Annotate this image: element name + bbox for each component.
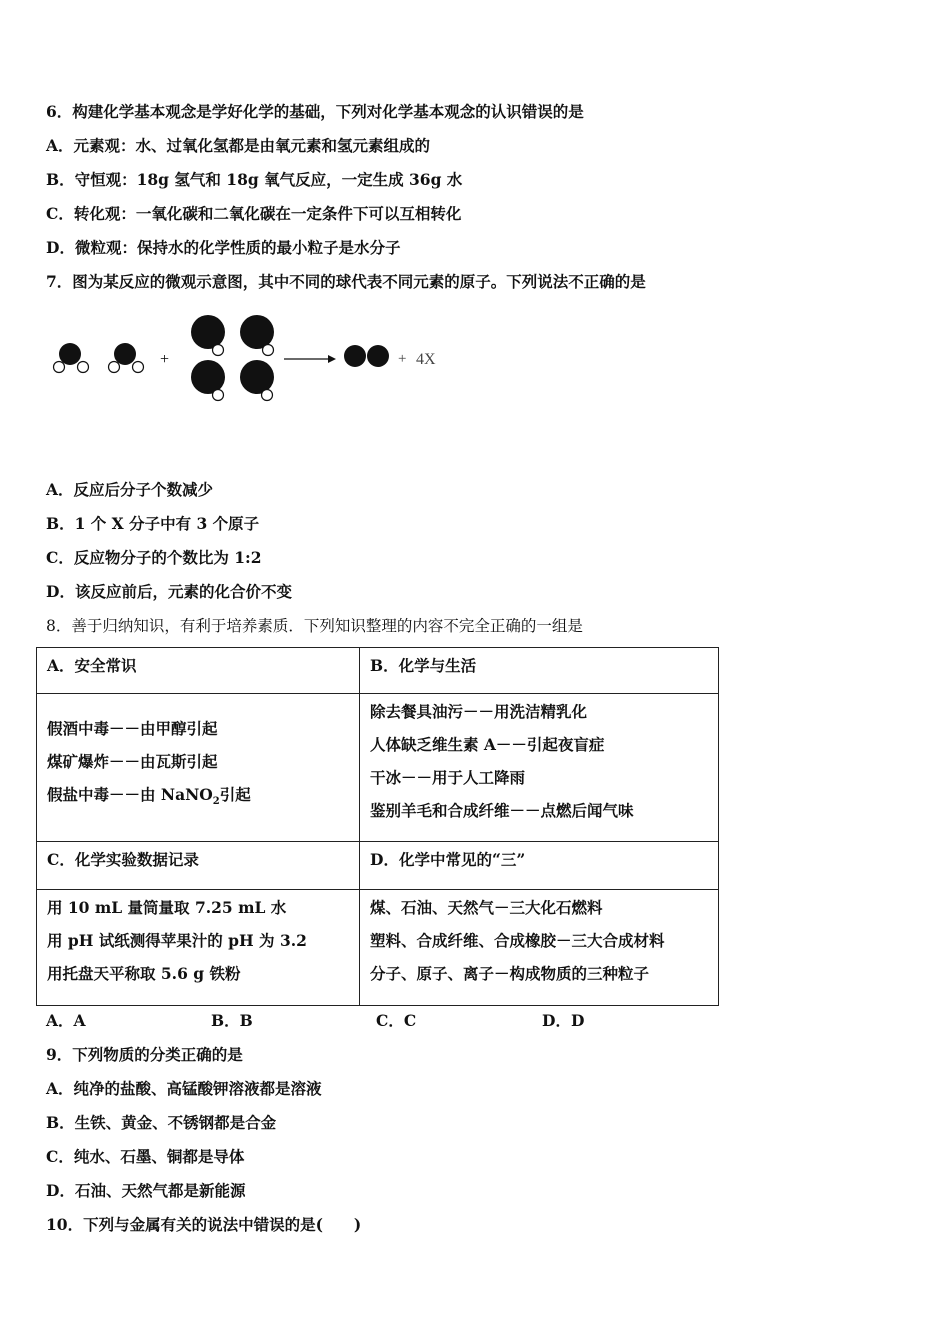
- cell-d-content: [360, 890, 719, 1006]
- q8-answer-d: D．D: [542, 1011, 585, 1030]
- reaction-diagram: [40, 305, 460, 415]
- cell-d-line-2: 塑料、合成纤维、合成橡胶－三大合成材料: [370, 931, 665, 950]
- product-molecule: [344, 345, 389, 367]
- cell-a-line-3-suffix: 引起: [219, 785, 251, 804]
- q7-stem: 7．图为某反应的微观示意图，其中不同的球代表不同元素的原子。下列说法不正确的是: [46, 272, 646, 291]
- q10-stem: 10．下列与金属有关的说法中错误的是( ): [46, 1215, 362, 1234]
- cell-b-line-3: 干冰－－用于人工降雨: [370, 768, 526, 787]
- cell-b-line-2: 人体缺乏维生素 A－－引起夜盲症: [370, 735, 605, 754]
- reactant-molecule-2: [109, 343, 144, 373]
- q8-stem: 8．善于归纳知识，有利于培养素质．下列知识整理的内容不完全正确的一组是: [46, 617, 583, 635]
- cell-d-header: D．化学中常见的“三”: [360, 842, 719, 890]
- cell-c-content: [37, 890, 360, 1006]
- reaction-arrow: [284, 355, 336, 363]
- q7-option-c: C．反应物分子的个数比为 1:2: [46, 548, 262, 567]
- reactant-b-molecule-1: [191, 315, 225, 356]
- q9-option-b: B．生铁、黄金、不锈钢都是合金: [46, 1113, 277, 1132]
- cell-b-line-4: 鉴别羊毛和合成纤维－－点燃后闻气味: [370, 801, 634, 820]
- q6-option-a: A．元素观：水、过氧化氢都是由氧元素和氢元素组成的: [46, 136, 431, 155]
- cell-b-line-1: 除去餐具油污－－用洗洁精乳化: [370, 702, 588, 721]
- reactant-plus: +: [160, 351, 170, 368]
- q6-option-b: B．守恒观：18g 氢气和 18g 氧气反应，一定生成 36g 水: [46, 170, 463, 189]
- q6-option-d: D．微粒观：保持水的化学性质的最小粒子是水分子: [46, 238, 401, 257]
- q8-answer-b: B．B: [211, 1011, 253, 1030]
- cell-a-line-3-sub: 2: [212, 796, 220, 808]
- q6-stem: 6．构建化学基本观念是学好化学的基础，下列对化学基本观念的认识错误的是: [46, 102, 584, 121]
- cell-d-line-3: 分子、原子、离子－构成物质的三种粒子: [370, 964, 650, 983]
- q8-answer-c: C．C: [376, 1011, 417, 1030]
- q7-option-a: A．反应后分子个数减少: [46, 480, 214, 499]
- q9-option-a: A．纯净的盐酸、高锰酸钾溶液都是溶液: [46, 1079, 322, 1098]
- cell-a-line-3: [47, 785, 349, 812]
- q7-option-b: B．1 个 X 分子中有 3 个原子: [46, 514, 260, 533]
- cell-c-line-3: 用托盘天平称取 5.6 g 铁粉: [47, 964, 241, 983]
- cell-a-line-2: 煤矿爆炸－－由瓦斯引起: [47, 752, 218, 771]
- cell-d-line-1: 煤、石油、天然气－三大化石燃料: [370, 898, 603, 917]
- reactant-molecule-1: [54, 343, 89, 373]
- reactant-b-molecule-3: [191, 360, 225, 401]
- cell-a-line-3-prefix: 假盐中毒－－由 NaNO: [47, 785, 213, 804]
- cell-b-content: [360, 694, 719, 842]
- q7-option-d: D．该反应前后，元素的化合价不变: [46, 582, 292, 601]
- product-plus: +: [398, 351, 407, 367]
- cell-a-content: [37, 694, 360, 842]
- cell-b-header: B．化学与生活: [360, 648, 719, 694]
- reactant-b-molecule-2: [240, 315, 274, 356]
- knowledge-table: [36, 647, 719, 1006]
- reactant-b-molecule-4: [240, 360, 274, 401]
- product-label: 4X: [416, 351, 436, 368]
- q9-stem: 9．下列物质的分类正确的是: [46, 1045, 243, 1064]
- cell-c-line-2: 用 pH 试纸测得苹果汁的 pH 为 3.2: [47, 931, 307, 950]
- cell-a-line-1: 假酒中毒－－由甲醇引起: [47, 719, 218, 738]
- cell-c-line-1: 用 10 mL 量筒量取 7.25 mL 水: [47, 898, 287, 917]
- cell-c-header: C．化学实验数据记录: [37, 842, 360, 890]
- cell-a-header: A．安全常识: [37, 648, 360, 694]
- q6-option-c: C．转化观：一氧化碳和二氧化碳在一定条件下可以互相转化: [46, 204, 462, 223]
- q9-option-d: D．石油、天然气都是新能源: [46, 1181, 246, 1200]
- q9-option-c: C．纯水、石墨、铜都是导体: [46, 1147, 245, 1166]
- q8-answer-a: A．A: [46, 1011, 86, 1030]
